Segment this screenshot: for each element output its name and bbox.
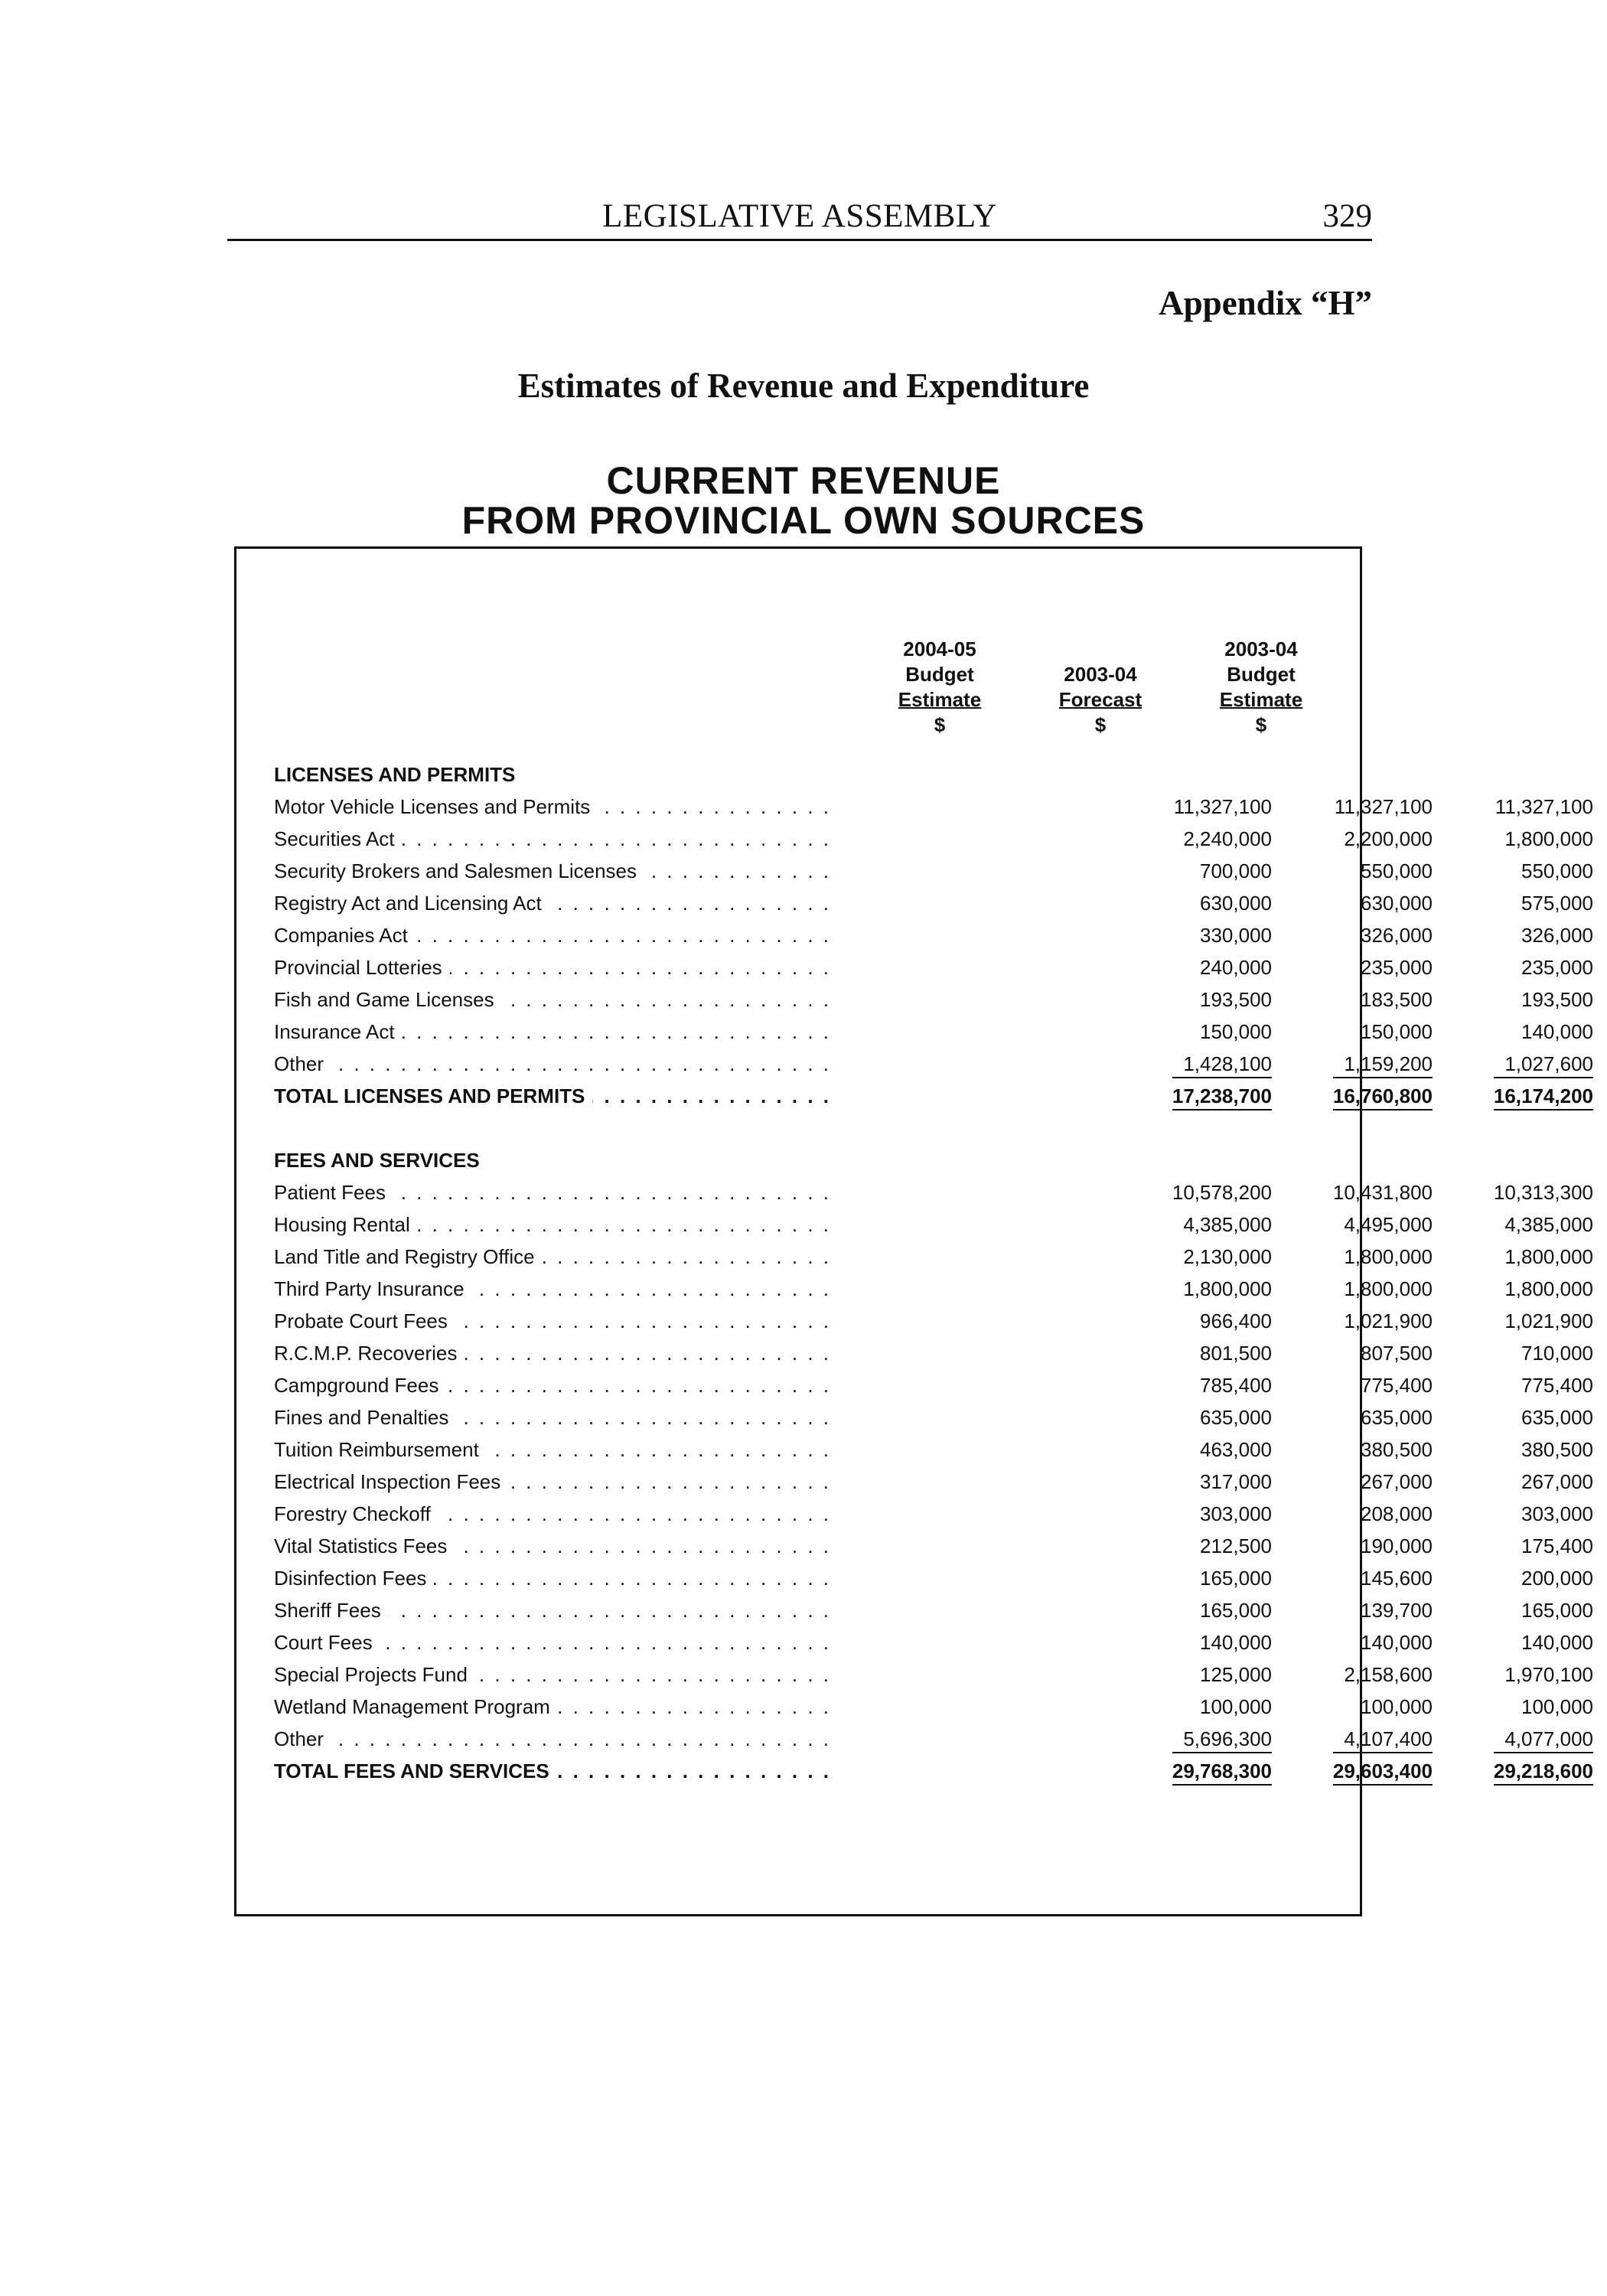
row-label bbox=[274, 887, 831, 919]
row-label-text: Other bbox=[274, 1727, 331, 1750]
row-value-col-3 bbox=[1471, 1530, 1593, 1562]
row-value: 16,760,800 bbox=[1333, 1083, 1433, 1110]
row-label bbox=[274, 983, 831, 1016]
row-value: 317,000 bbox=[1200, 1470, 1272, 1493]
table-row bbox=[274, 983, 1593, 1016]
table-row bbox=[274, 1016, 1593, 1048]
row-value: 1,800,000 bbox=[1504, 1245, 1593, 1268]
row-label bbox=[274, 791, 831, 823]
row-label bbox=[274, 1498, 831, 1530]
column-basis: Estimate bbox=[1219, 688, 1303, 711]
row-value: 212,500 bbox=[1200, 1534, 1272, 1557]
row-value: 326,000 bbox=[1361, 924, 1433, 947]
table-row bbox=[274, 1241, 1593, 1273]
row-value: 1,428,100 bbox=[1172, 1051, 1272, 1078]
row-label bbox=[274, 1530, 831, 1562]
table-row bbox=[274, 1208, 1593, 1241]
section-title: Estimates of Revenue and Expenditure bbox=[517, 367, 1090, 405]
row-value: 4,107,400 bbox=[1333, 1726, 1433, 1753]
row-value: 2,158,600 bbox=[1344, 1663, 1433, 1686]
row-value: 2,240,000 bbox=[1183, 827, 1272, 850]
row-value: 16,174,200 bbox=[1494, 1083, 1593, 1110]
row-value: 775,400 bbox=[1521, 1374, 1593, 1397]
table-row bbox=[274, 1594, 1593, 1626]
row-value-col-2 bbox=[1310, 1723, 1433, 1755]
row-value: 1,800,000 bbox=[1344, 1277, 1433, 1300]
row-value-col-3 bbox=[1471, 1626, 1593, 1658]
row-value-col-1 bbox=[1149, 1562, 1272, 1594]
row-label bbox=[274, 1594, 831, 1626]
row-value-col-3 bbox=[1471, 1048, 1593, 1080]
row-value: 1,159,200 bbox=[1333, 1051, 1433, 1078]
table-row bbox=[274, 1176, 1593, 1208]
row-value-col-2 bbox=[1310, 1080, 1433, 1112]
table-row bbox=[274, 1433, 1593, 1466]
row-value-col-3 bbox=[1471, 887, 1593, 919]
row-value-col-1 bbox=[1149, 1016, 1272, 1048]
row-label-text: Provincial Lotteries bbox=[274, 956, 450, 979]
row-value-col-1 bbox=[1149, 1626, 1272, 1658]
row-value-col-1 bbox=[1149, 1466, 1272, 1498]
row-value-col-3 bbox=[1471, 1723, 1593, 1755]
row-value: 380,500 bbox=[1361, 1438, 1433, 1461]
row-value-col-2 bbox=[1310, 791, 1433, 823]
row-label-text: TOTAL LICENSES AND PERMITS bbox=[274, 1084, 592, 1107]
row-value-col-2 bbox=[1310, 1755, 1433, 1787]
row-value-col-3 bbox=[1471, 1498, 1593, 1530]
row-value: 240,000 bbox=[1200, 956, 1272, 979]
column-header-forecast-2003-04 bbox=[1024, 662, 1177, 738]
row-value: 10,578,200 bbox=[1172, 1181, 1272, 1204]
row-value-col-1 bbox=[1149, 823, 1272, 855]
row-value: 463,000 bbox=[1200, 1438, 1272, 1461]
row-value: 630,000 bbox=[1361, 892, 1433, 915]
table-row bbox=[274, 1562, 1593, 1594]
table-row bbox=[274, 1401, 1593, 1433]
table-row bbox=[274, 791, 1593, 823]
row-value: 303,000 bbox=[1200, 1502, 1272, 1525]
row-label bbox=[274, 1176, 831, 1208]
row-value: 303,000 bbox=[1521, 1502, 1593, 1525]
row-value: 1,027,600 bbox=[1494, 1051, 1593, 1078]
row-value-col-3 bbox=[1471, 1273, 1593, 1305]
table-row bbox=[274, 1723, 1593, 1755]
row-label-text: Third Party Insurance bbox=[274, 1277, 472, 1300]
row-label-text: Probate Court Fees bbox=[274, 1309, 455, 1332]
row-value: 2,130,000 bbox=[1183, 1245, 1272, 1268]
row-value: 165,000 bbox=[1200, 1567, 1272, 1590]
row-label-text: Registry Act and Licensing Act bbox=[274, 892, 549, 915]
column-year: 2003-04 bbox=[1224, 638, 1298, 660]
group-heading-licenses: LICENSES AND PERMITS bbox=[274, 763, 516, 786]
row-label bbox=[274, 1401, 831, 1433]
row-label-text: Electrical Inspection Fees bbox=[274, 1470, 508, 1493]
row-value-col-1 bbox=[1149, 919, 1272, 951]
row-label-text: Sheriff Fees bbox=[274, 1599, 389, 1622]
row-value-col-2 bbox=[1310, 823, 1433, 855]
row-value: 183,500 bbox=[1361, 988, 1433, 1011]
row-value: 140,000 bbox=[1521, 1631, 1593, 1654]
row-value: 5,696,300 bbox=[1172, 1726, 1272, 1753]
row-label bbox=[274, 1369, 831, 1401]
table-row bbox=[274, 1337, 1593, 1369]
row-value-col-3 bbox=[1471, 1080, 1593, 1112]
table-row bbox=[274, 951, 1593, 983]
row-value: 635,000 bbox=[1200, 1406, 1272, 1429]
row-value: 550,000 bbox=[1361, 859, 1433, 882]
row-value-col-3 bbox=[1471, 855, 1593, 887]
row-value-col-2 bbox=[1310, 1176, 1433, 1208]
group-heading-fees: FEES AND SERVICES bbox=[274, 1149, 480, 1172]
row-label-text: Disinfection Fees bbox=[274, 1567, 434, 1590]
row-value-col-3 bbox=[1471, 1755, 1593, 1787]
row-value: 710,000 bbox=[1521, 1342, 1593, 1365]
row-value-col-1 bbox=[1149, 791, 1272, 823]
row-value-col-2 bbox=[1310, 1626, 1433, 1658]
row-value: 29,768,300 bbox=[1172, 1758, 1272, 1786]
column-unit: $ bbox=[1094, 713, 1107, 736]
row-value: 100,000 bbox=[1361, 1695, 1433, 1718]
row-value: 635,000 bbox=[1361, 1406, 1433, 1429]
row-value-col-2 bbox=[1310, 1241, 1433, 1273]
table-row bbox=[274, 855, 1593, 887]
row-value-col-2 bbox=[1310, 1433, 1433, 1466]
row-value-col-2 bbox=[1310, 1530, 1433, 1562]
row-value-col-1 bbox=[1149, 1080, 1272, 1112]
row-label-text: Companies Act bbox=[274, 924, 416, 947]
row-value-col-3 bbox=[1471, 1433, 1593, 1466]
column-year: 2004-05 bbox=[903, 638, 976, 660]
row-label bbox=[274, 1466, 831, 1498]
row-value: 380,500 bbox=[1521, 1438, 1593, 1461]
row-value: 550,000 bbox=[1521, 859, 1593, 882]
row-value-col-2 bbox=[1310, 983, 1433, 1016]
row-label-text: Tuition Reimbursement bbox=[274, 1438, 487, 1461]
row-value: 630,000 bbox=[1200, 892, 1272, 915]
row-value-col-2 bbox=[1310, 1369, 1433, 1401]
row-value: 1,800,000 bbox=[1504, 1277, 1593, 1300]
row-value: 29,218,600 bbox=[1494, 1758, 1593, 1786]
row-value-col-2 bbox=[1310, 1401, 1433, 1433]
row-value-col-1 bbox=[1149, 983, 1272, 1016]
row-value-col-3 bbox=[1471, 1305, 1593, 1337]
row-value-col-2 bbox=[1310, 1016, 1433, 1048]
row-label-text: Court Fees bbox=[274, 1631, 380, 1654]
row-value: 801,500 bbox=[1200, 1342, 1272, 1365]
row-label-text: Other bbox=[274, 1052, 331, 1075]
row-value: 190,000 bbox=[1361, 1534, 1433, 1557]
column-type: Budget bbox=[905, 663, 974, 686]
row-value: 139,700 bbox=[1361, 1599, 1433, 1622]
table-row bbox=[274, 1530, 1593, 1562]
row-label bbox=[274, 1658, 831, 1691]
row-label bbox=[274, 1755, 831, 1787]
row-value-col-3 bbox=[1471, 1016, 1593, 1048]
table-row bbox=[274, 1498, 1593, 1530]
row-value: 140,000 bbox=[1200, 1631, 1272, 1654]
column-basis: Forecast bbox=[1058, 688, 1143, 711]
table-row bbox=[274, 1048, 1593, 1080]
row-label bbox=[274, 1080, 831, 1112]
row-value: 785,400 bbox=[1200, 1374, 1272, 1397]
row-value-col-1 bbox=[1149, 1048, 1272, 1080]
table-row bbox=[274, 1305, 1593, 1337]
row-label-text: Wetland Management Program bbox=[274, 1695, 558, 1718]
column-basis: Estimate bbox=[898, 688, 982, 711]
row-value-col-2 bbox=[1310, 1048, 1433, 1080]
row-value-col-2 bbox=[1310, 1305, 1433, 1337]
row-label-text: Housing Rental bbox=[274, 1213, 418, 1236]
row-value: 1,970,100 bbox=[1504, 1663, 1593, 1686]
row-label-text: Campground Fees bbox=[274, 1374, 446, 1397]
row-label bbox=[274, 1273, 831, 1305]
row-value-col-1 bbox=[1149, 1208, 1272, 1241]
row-value: 235,000 bbox=[1521, 956, 1593, 979]
row-value: 4,495,000 bbox=[1344, 1213, 1433, 1236]
row-value-col-3 bbox=[1471, 1401, 1593, 1433]
row-value: 966,400 bbox=[1200, 1309, 1272, 1332]
row-value-col-1 bbox=[1149, 1723, 1272, 1755]
row-label bbox=[274, 1016, 831, 1048]
row-value: 208,000 bbox=[1361, 1502, 1433, 1525]
row-label-text: Fish and Game Licenses bbox=[274, 988, 502, 1011]
row-value-col-2 bbox=[1310, 1273, 1433, 1305]
row-value: 267,000 bbox=[1361, 1470, 1433, 1493]
row-value: 145,600 bbox=[1361, 1567, 1433, 1590]
row-value-col-1 bbox=[1149, 855, 1272, 887]
row-label-text: Patient Fees bbox=[274, 1181, 393, 1204]
row-value-col-3 bbox=[1471, 1658, 1593, 1691]
row-value-col-1 bbox=[1149, 1433, 1272, 1466]
table-title-line-1: CURRENT REVENUE bbox=[606, 459, 1001, 502]
row-value: 4,385,000 bbox=[1504, 1213, 1593, 1236]
row-label-text: Vital Statistics Fees bbox=[274, 1534, 455, 1557]
row-value: 575,000 bbox=[1521, 892, 1593, 915]
row-label-text: R.C.M.P. Recoveries bbox=[274, 1342, 464, 1365]
row-value: 807,500 bbox=[1361, 1342, 1433, 1365]
row-value: 10,431,800 bbox=[1332, 1181, 1433, 1204]
row-value: 1,021,900 bbox=[1504, 1309, 1593, 1332]
row-label bbox=[274, 919, 831, 951]
row-value-col-3 bbox=[1471, 1562, 1593, 1594]
row-value: 11,327,100 bbox=[1173, 795, 1272, 818]
row-value-col-1 bbox=[1149, 1530, 1272, 1562]
row-value-col-1 bbox=[1149, 1755, 1272, 1787]
row-value-col-1 bbox=[1149, 1176, 1272, 1208]
row-value-col-1 bbox=[1149, 1498, 1272, 1530]
row-value: 140,000 bbox=[1361, 1631, 1433, 1654]
table-row bbox=[274, 1626, 1593, 1658]
row-value-col-3 bbox=[1471, 1466, 1593, 1498]
row-value: 125,000 bbox=[1200, 1663, 1272, 1686]
row-value-col-1 bbox=[1149, 951, 1272, 983]
row-value-col-1 bbox=[1149, 1305, 1272, 1337]
row-label-text: Insurance Act bbox=[274, 1020, 403, 1043]
row-value-col-1 bbox=[1149, 1369, 1272, 1401]
column-type: Budget bbox=[1227, 663, 1296, 686]
appendix-label: Appendix “H” bbox=[1159, 284, 1372, 322]
row-label bbox=[274, 1691, 831, 1723]
row-label bbox=[274, 1562, 831, 1594]
row-value: 1,800,000 bbox=[1183, 1277, 1272, 1300]
row-value: 10,313,300 bbox=[1493, 1181, 1593, 1204]
row-value: 1,800,000 bbox=[1504, 827, 1593, 850]
row-value-col-3 bbox=[1471, 1241, 1593, 1273]
row-value: 100,000 bbox=[1200, 1695, 1272, 1718]
row-value-col-2 bbox=[1310, 1466, 1433, 1498]
row-value-col-3 bbox=[1471, 1594, 1593, 1626]
page-number: 329 bbox=[1322, 198, 1372, 234]
row-label-text: Forestry Checkoff bbox=[274, 1502, 438, 1525]
row-value-col-1 bbox=[1149, 1401, 1272, 1433]
row-label-text: Special Projects Fund bbox=[274, 1663, 475, 1686]
row-value: 29,603,400 bbox=[1333, 1758, 1433, 1786]
row-value-col-1 bbox=[1149, 887, 1272, 919]
column-year: 2003-04 bbox=[1064, 663, 1137, 686]
row-value-col-2 bbox=[1310, 1337, 1433, 1369]
row-label-text: Land Title and Registry Office bbox=[274, 1245, 543, 1268]
column-header-budget-2003-04 bbox=[1185, 637, 1338, 738]
row-value-col-2 bbox=[1310, 919, 1433, 951]
row-value-col-3 bbox=[1471, 1369, 1593, 1401]
row-label bbox=[274, 951, 831, 983]
row-value-col-1 bbox=[1149, 1658, 1272, 1691]
row-value: 330,000 bbox=[1200, 924, 1272, 947]
row-value-col-1 bbox=[1149, 1273, 1272, 1305]
row-value: 11,327,100 bbox=[1334, 795, 1433, 818]
row-label bbox=[274, 1433, 831, 1466]
running-title: LEGISLATIVE ASSEMBLY bbox=[602, 198, 997, 234]
table-row bbox=[274, 823, 1593, 855]
row-value: 235,000 bbox=[1361, 956, 1433, 979]
row-label-text: Motor Vehicle Licenses and Permits bbox=[274, 795, 598, 818]
row-value: 326,000 bbox=[1521, 924, 1593, 947]
row-label bbox=[274, 855, 831, 887]
running-header bbox=[227, 194, 1372, 241]
row-value: 193,500 bbox=[1521, 988, 1593, 1011]
row-value: 100,000 bbox=[1521, 1695, 1593, 1718]
table-row bbox=[274, 919, 1593, 951]
row-value: 17,238,700 bbox=[1172, 1083, 1272, 1110]
row-label-text: Securities Act bbox=[274, 827, 403, 850]
row-value: 775,400 bbox=[1361, 1374, 1433, 1397]
row-value: 150,000 bbox=[1200, 1020, 1272, 1043]
row-value-col-3 bbox=[1471, 1176, 1593, 1208]
row-value: 1,800,000 bbox=[1344, 1245, 1433, 1268]
row-value: 200,000 bbox=[1521, 1567, 1593, 1590]
row-value: 4,077,000 bbox=[1494, 1726, 1593, 1753]
row-value-col-1 bbox=[1149, 1241, 1272, 1273]
row-value: 193,500 bbox=[1200, 988, 1272, 1011]
table-row bbox=[274, 1273, 1593, 1305]
row-value-col-3 bbox=[1471, 951, 1593, 983]
row-value-col-2 bbox=[1310, 1562, 1433, 1594]
row-value-col-3 bbox=[1471, 1691, 1593, 1723]
row-value-col-3 bbox=[1471, 983, 1593, 1016]
table-row bbox=[274, 1658, 1593, 1691]
row-label bbox=[274, 1208, 831, 1241]
row-value-col-1 bbox=[1149, 1594, 1272, 1626]
row-value: 165,000 bbox=[1200, 1599, 1272, 1622]
row-value-col-2 bbox=[1310, 1498, 1433, 1530]
row-value-col-2 bbox=[1310, 1208, 1433, 1241]
row-value: 4,385,000 bbox=[1183, 1213, 1272, 1236]
row-value: 635,000 bbox=[1521, 1406, 1593, 1429]
row-value-col-2 bbox=[1310, 887, 1433, 919]
row-value: 175,400 bbox=[1521, 1534, 1593, 1557]
row-value-col-1 bbox=[1149, 1691, 1272, 1723]
row-value-col-2 bbox=[1310, 1658, 1433, 1691]
table-row bbox=[274, 1466, 1593, 1498]
row-value-col-2 bbox=[1310, 1594, 1433, 1626]
row-value: 700,000 bbox=[1200, 859, 1272, 882]
column-unit: $ bbox=[1255, 713, 1267, 736]
row-value: 1,021,900 bbox=[1344, 1309, 1433, 1332]
row-label-text: Fines and Penalties bbox=[274, 1406, 456, 1429]
row-label bbox=[274, 1241, 831, 1273]
column-header-budget-2004-05 bbox=[863, 637, 1016, 738]
row-value-col-3 bbox=[1471, 823, 1593, 855]
row-value-col-2 bbox=[1310, 951, 1433, 983]
row-value: 150,000 bbox=[1361, 1020, 1433, 1043]
row-label bbox=[274, 1048, 831, 1080]
row-value: 140,000 bbox=[1521, 1020, 1593, 1043]
row-value: 2,200,000 bbox=[1344, 827, 1433, 850]
row-value: 165,000 bbox=[1521, 1599, 1593, 1622]
row-label-text: Security Brokers and Salesmen Licenses bbox=[274, 859, 644, 882]
row-value-col-1 bbox=[1149, 1337, 1272, 1369]
table-total-row bbox=[274, 1080, 1593, 1112]
row-label bbox=[274, 823, 831, 855]
table-row bbox=[274, 887, 1593, 919]
row-value-col-3 bbox=[1471, 1337, 1593, 1369]
table-title-line-2: FROM PROVINCIAL OWN SOURCES bbox=[461, 499, 1146, 542]
table-title bbox=[0, 461, 1607, 540]
row-label bbox=[274, 1626, 831, 1658]
column-unit: $ bbox=[934, 713, 946, 736]
row-label bbox=[274, 1723, 831, 1755]
row-label bbox=[274, 1337, 831, 1369]
row-value-col-3 bbox=[1471, 791, 1593, 823]
table-total-row bbox=[274, 1755, 1593, 1787]
row-value: 267,000 bbox=[1521, 1470, 1593, 1493]
row-value-col-3 bbox=[1471, 1208, 1593, 1241]
row-value-col-2 bbox=[1310, 1691, 1433, 1723]
table-row bbox=[274, 1691, 1593, 1723]
table-row bbox=[274, 1369, 1593, 1401]
row-value: 11,327,100 bbox=[1495, 795, 1593, 818]
row-value-col-3 bbox=[1471, 919, 1593, 951]
row-label bbox=[274, 1305, 831, 1337]
row-label-text: TOTAL FEES AND SERVICES bbox=[274, 1760, 557, 1782]
row-value-col-2 bbox=[1310, 855, 1433, 887]
